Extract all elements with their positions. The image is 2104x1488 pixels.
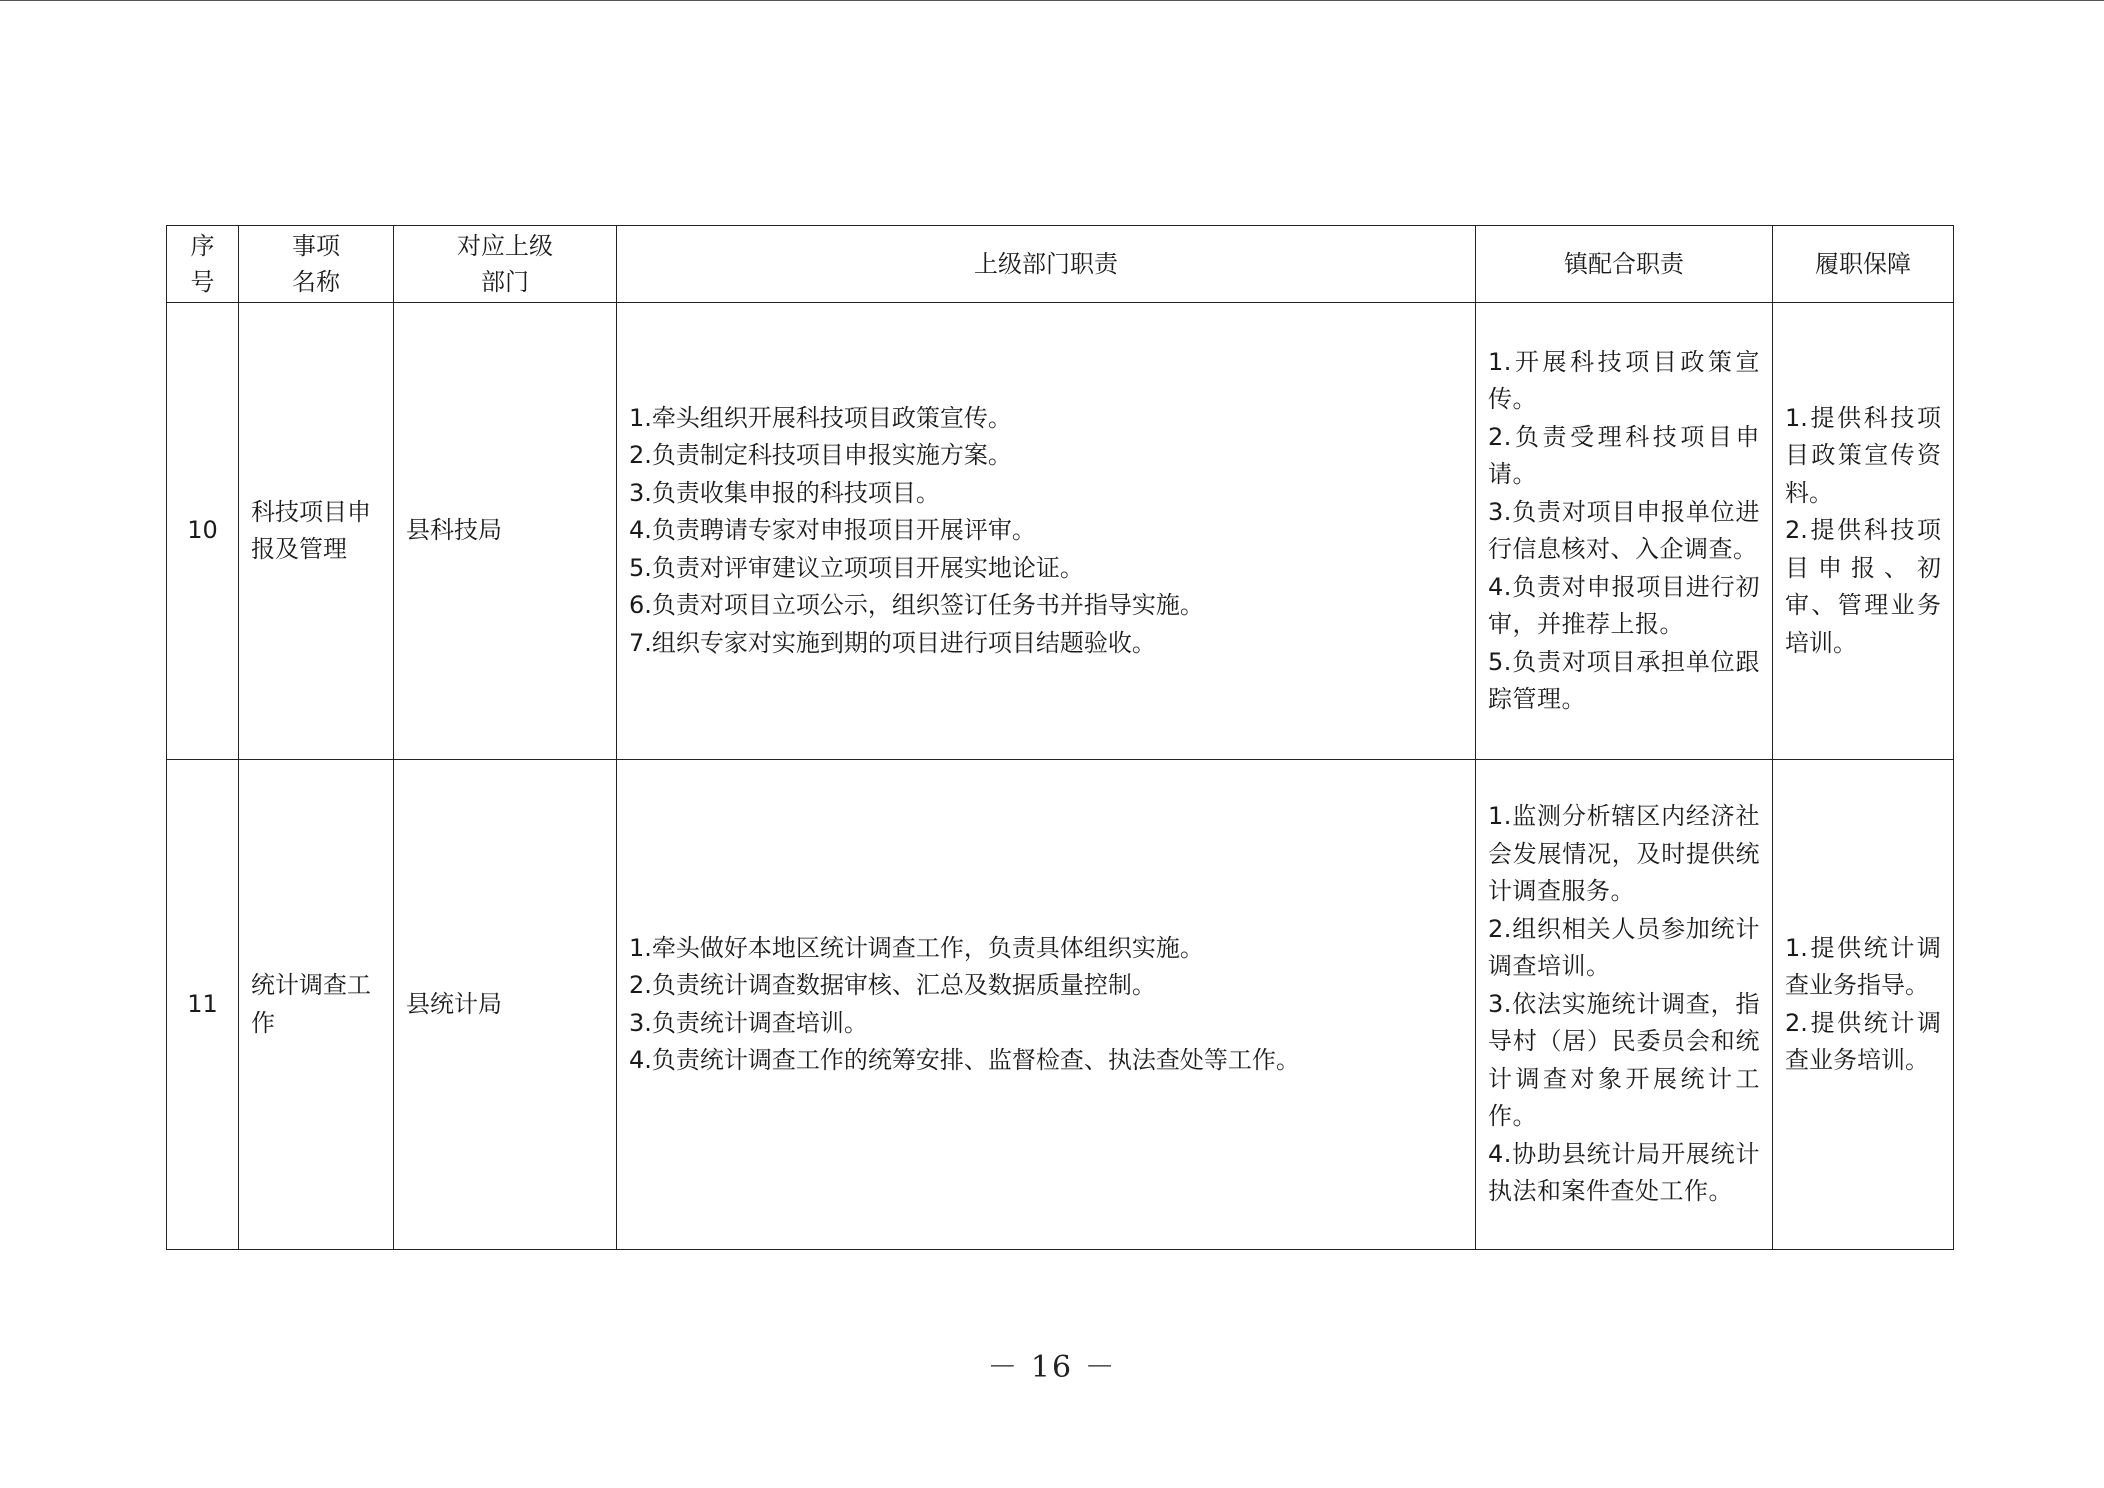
row-seq: 11: [167, 760, 239, 1250]
row-seq: 10: [167, 303, 239, 760]
header-guarantee: 履职保障: [1773, 226, 1954, 303]
duty-line: 4.负责对申报项目进行初审，并推荐上报。: [1488, 572, 1760, 638]
row-item-name: 科技项目申报及管理: [239, 303, 394, 760]
duty-line: 3.依法实施统计调查，指导村（居）民委员会和统计调查对象开展统计工作。: [1488, 989, 1760, 1131]
duty-line: 4.协助县统计局开展统计执法和案件查处工作。: [1488, 1139, 1760, 1206]
duty-line: 5.负责对项目承担单位跟踪管理。: [1488, 647, 1760, 713]
row-item-name: 统计调查工作: [239, 760, 394, 1250]
row-guarantee: [1773, 303, 1954, 760]
duty-line: 2.负责受理科技项目申请。: [1488, 422, 1760, 488]
duty-line: 7.组织专家对实施到期的项目进行项目结题验收。: [629, 628, 1156, 657]
header-name: 事项 名称: [239, 226, 394, 303]
duty-line: 2.组织相关人员参加统计调查培训。: [1488, 914, 1760, 981]
duty-line: 1.提供统计调查业务指导。: [1785, 933, 1941, 999]
row-upper-duty: [617, 303, 1476, 760]
duty-line: 3.负责对项目申报单位进行信息核对、入企调查。: [1488, 497, 1760, 563]
row-dept: 县科技局: [394, 303, 617, 760]
header-upper-duty: 上级部门职责: [617, 226, 1476, 303]
duty-line: 2.提供科技项目申报、初审、管理业务培训。: [1785, 516, 1941, 657]
row-guarantee: [1773, 760, 1954, 1250]
duty-line: 1.牵头做好本地区统计调查工作，负责具体组织实施。: [629, 933, 1204, 962]
duty-table: [166, 225, 1954, 1250]
row-town-duty: [1476, 303, 1773, 760]
duty-line: 1.提供科技项目政策宣传资料。: [1785, 403, 1941, 507]
duty-line: 3.负责统计调查培训。: [629, 1008, 868, 1037]
duty-line: 2.负责统计调查数据审核、汇总及数据质量控制。: [629, 971, 1156, 999]
duty-line: 3.负责收集申报的科技项目。: [629, 478, 940, 507]
duty-line: 1.牵头组织开展科技项目政策宣传。: [629, 403, 1012, 432]
row-town-duty: [1476, 760, 1773, 1250]
header-row: [167, 226, 1954, 303]
page-number: － 16 －: [987, 1350, 1117, 1385]
row-dept: 县统计局: [394, 760, 617, 1250]
header-town-duty: 镇配合职责: [1476, 226, 1773, 303]
page-top-edge: [0, 0, 2104, 1]
duty-line: 1.监测分析辖区内经济社会发展情况，及时提供统计调查服务。: [1488, 802, 1760, 906]
header-seq: 序 号: [167, 226, 239, 303]
duty-line: 6.负责对项目立项公示，组织签订任务书并指导实施。: [629, 591, 1204, 620]
header-dept: 对应上级 部门: [394, 226, 617, 303]
duty-line: 2.提供统计调查业务培训。: [1785, 1008, 1941, 1074]
duty-line: 2.负责制定科技项目申报实施方案。: [629, 441, 1012, 470]
duty-line: 4.负责统计调查工作的统筹安排、监督检查、执法查处等工作。: [629, 1046, 1300, 1074]
table-row: [167, 303, 1954, 760]
duty-line: 4.负责聘请专家对申报项目开展评审。: [629, 516, 1036, 545]
duty-line: 1.开展科技项目政策宣传。: [1488, 347, 1760, 413]
table-row: [167, 760, 1954, 1250]
duty-line: 5.负责对评审建议立项项目开展实地论证。: [629, 553, 1084, 582]
row-upper-duty: [617, 760, 1476, 1250]
